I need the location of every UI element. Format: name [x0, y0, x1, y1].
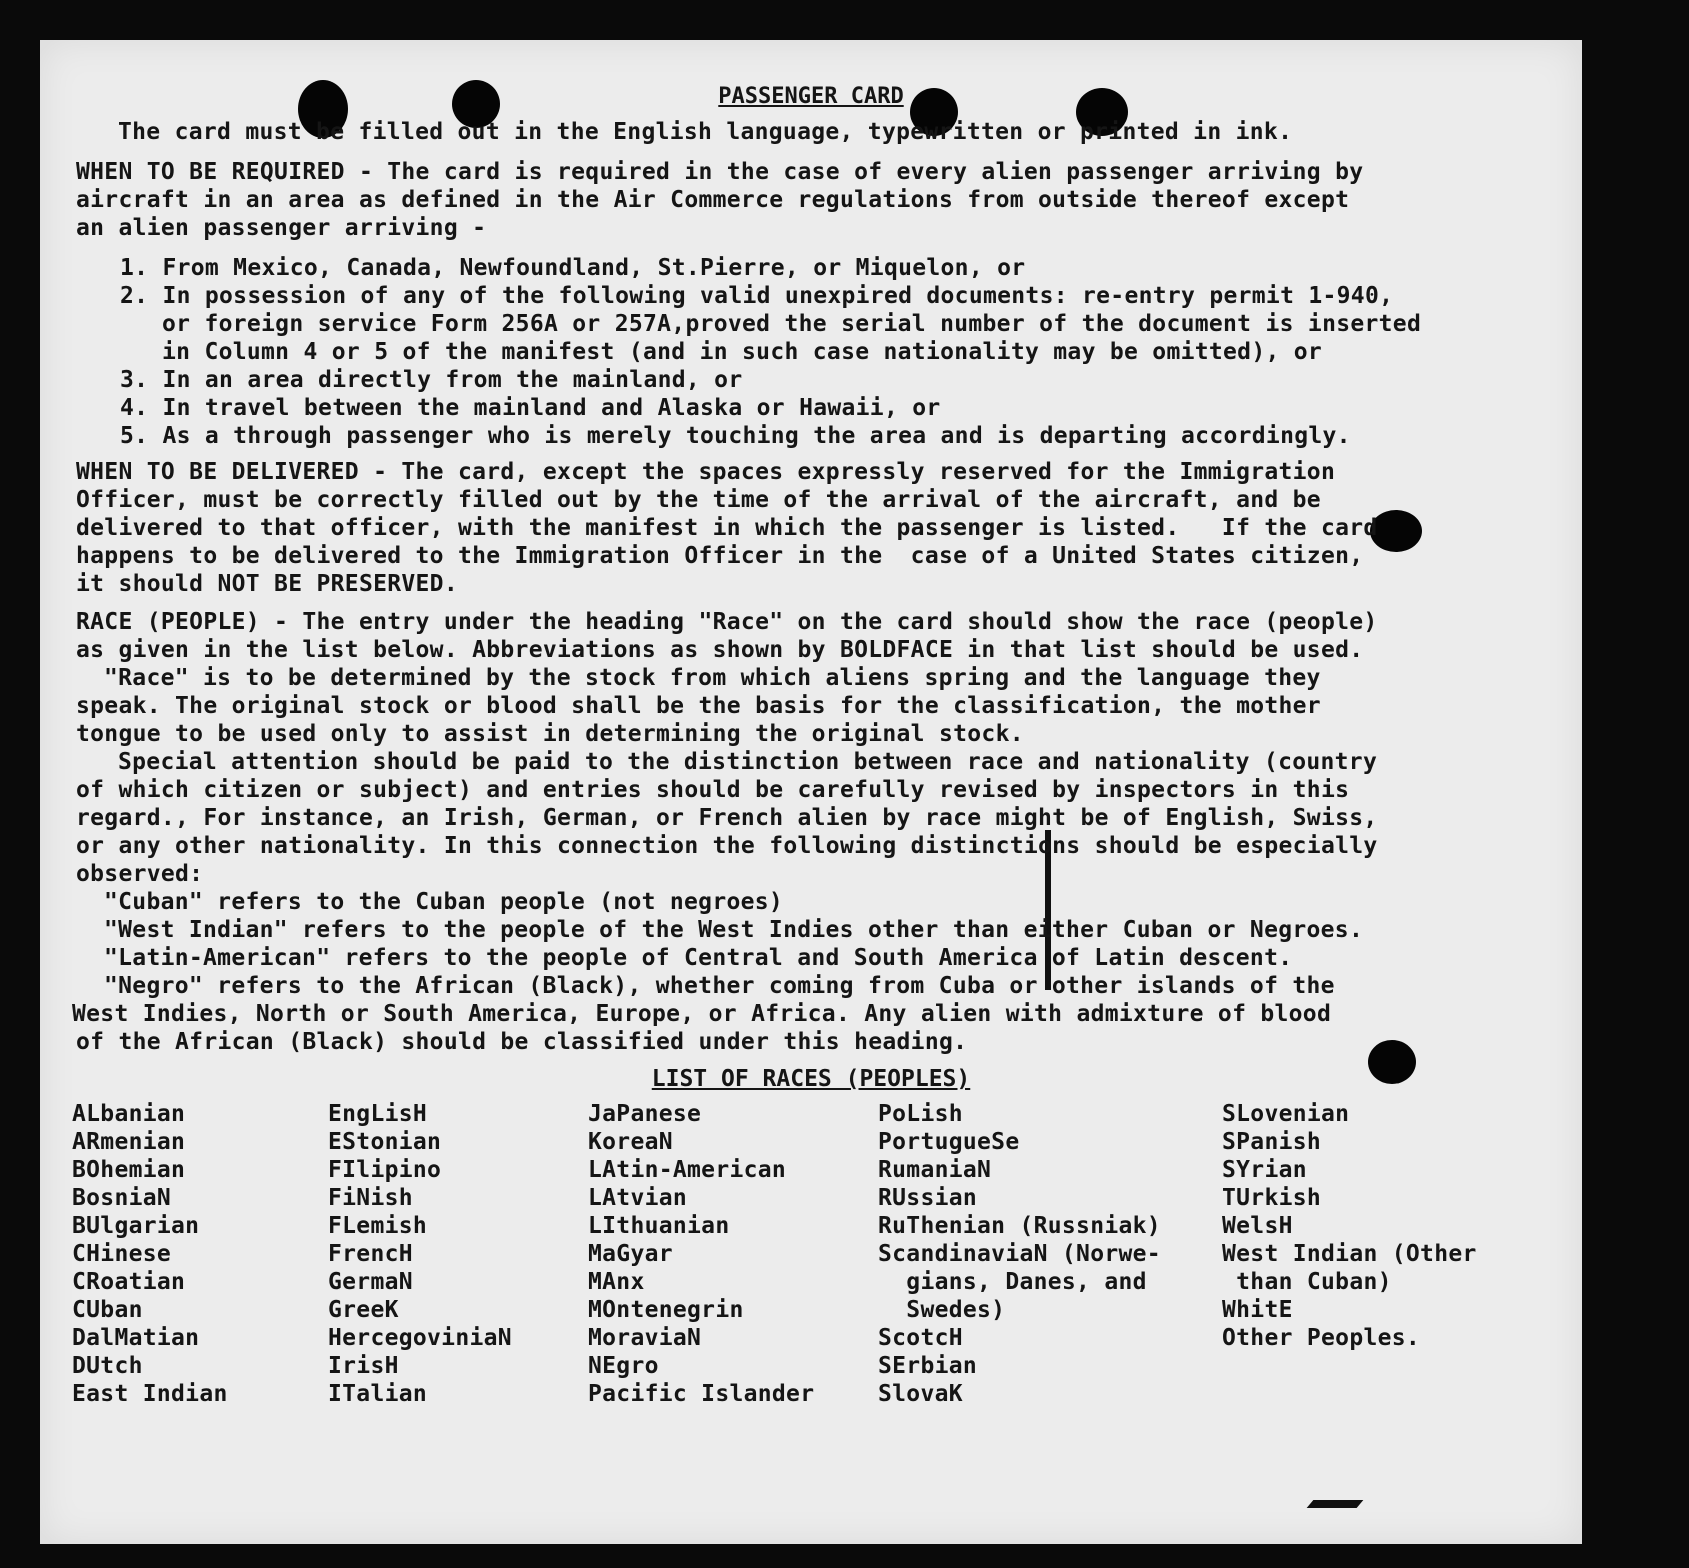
- delivered-line: WHEN TO BE DELIVERED - The card, except the spaces expressly reserved for the Immigration: [76, 459, 1336, 485]
- delivered-line: happens to be delivered to the Immigration Officer in the case of a United States citizen,: [76, 543, 1364, 569]
- race-entry: Swedes): [878, 1297, 1006, 1323]
- exception-item: 1. From Mexico, Canada, Newfoundland, St.Pierre, or Miquelon, or: [120, 255, 1026, 281]
- definition-line: "Cuban" refers to the Cuban people (not negroes): [104, 889, 784, 915]
- race-paragraph-line: observed:: [76, 861, 204, 887]
- race-entry: FLemish: [328, 1213, 428, 1239]
- race-paragraph-line: speak. The original stock or blood shall be the basis for the classification, the mother: [76, 693, 1321, 719]
- race-paragraph-line: as given in the list below. Abbreviations as shown by BOLDFACE in that list should be used.: [76, 637, 1364, 663]
- race-paragraph-line: regard., For instance, an Irish, German, or French alien by race might be of English, Swiss,: [76, 805, 1378, 831]
- race-paragraph-line: tongue to be used only to assist in determining the original stock.: [76, 721, 1024, 747]
- exception-item: or foreign service Form 256A or 257A,proved the serial number of the document is inserted: [162, 311, 1422, 337]
- corner-mark: [1307, 1500, 1364, 1508]
- race-entry: RUssian: [878, 1185, 978, 1211]
- race-entry: DalMatian: [72, 1325, 200, 1351]
- required-line: an alien passenger arriving -: [76, 215, 487, 241]
- passenger-card-sheet: [40, 40, 1582, 1544]
- race-paragraph-line: "Race" is to be determined by the stock from which aliens spring and the language they: [104, 665, 1321, 691]
- delivered-line: Officer, must be correctly filled out by the time of the arrival of the aircraft, and be: [76, 487, 1321, 513]
- definition-line: West Indies, North or South America, Europe, or Africa. Any alien with admixture of blood: [72, 1001, 1332, 1027]
- race-entry: SLovenian: [1222, 1101, 1350, 1127]
- race-entry: GermaN: [328, 1269, 413, 1295]
- exception-item: 2. In possession of any of the following valid unexpired documents: re-entry permit 1-940,: [120, 283, 1394, 309]
- race-entry: CHinese: [72, 1241, 172, 1267]
- race-entry: NEgro: [588, 1353, 659, 1379]
- race-paragraph-line: of which citizen or subject) and entries should be carefully revised by inspectors in this: [76, 777, 1350, 803]
- race-entry: BUlgarian: [72, 1213, 200, 1239]
- race-entry: SErbian: [878, 1353, 978, 1379]
- delivered-line: it should NOT BE PRESERVED.: [76, 571, 458, 597]
- race-entry: PortugueSe: [878, 1129, 1020, 1155]
- race-entry: FrencH: [328, 1241, 413, 1267]
- race-entry: CRoatian: [72, 1269, 186, 1295]
- race-entry: SYrian: [1222, 1157, 1307, 1183]
- race-entry: IrisH: [328, 1353, 399, 1379]
- race-entry: ALbanian: [72, 1101, 186, 1127]
- race-entry: GreeK: [328, 1297, 399, 1323]
- race-entry: MAnx: [588, 1269, 645, 1295]
- exception-item: 4. In travel between the mainland and Alaska or Hawaii, or: [120, 395, 941, 421]
- race-entry: SPanish: [1222, 1129, 1322, 1155]
- race-paragraph-line: RACE (PEOPLE) - The entry under the heading "Race" on the card should show the race (people): [76, 609, 1378, 635]
- race-entry: LAtvian: [588, 1185, 688, 1211]
- exception-item: 5. As a through passenger who is merely touching the area and is departing accordingly.: [120, 423, 1351, 449]
- race-entry: JaPanese: [588, 1101, 702, 1127]
- race-entry: MaGyar: [588, 1241, 673, 1267]
- race-entry: PoLish: [878, 1101, 963, 1127]
- definition-line: "West Indian" refers to the people of the West Indies other than either Cuban or Negroes.: [104, 917, 1364, 943]
- race-entry: RuThenian (Russniak): [878, 1213, 1161, 1239]
- race-entry: TUrkish: [1222, 1185, 1322, 1211]
- instruction-line: The card must be filled out in the English language, typewritten or printed in ink.: [118, 119, 1293, 145]
- race-entry: ARmenian: [72, 1129, 186, 1155]
- race-entry: MOntenegrin: [588, 1297, 744, 1323]
- definition-line: "Latin-American" refers to the people of Central and South America of Latin descent.: [104, 945, 1293, 971]
- race-entry: FiNish: [328, 1185, 413, 1211]
- race-entry: SlovaK: [878, 1381, 963, 1407]
- exception-item: 3. In an area directly from the mainland, or: [120, 367, 743, 393]
- race-entry: West Indian (Other: [1222, 1241, 1477, 1267]
- race-entry: EStonian: [328, 1129, 442, 1155]
- required-line: aircraft in an area as defined in the Air Commerce regulations from outside thereof except: [76, 187, 1350, 213]
- race-entry: ScotcH: [878, 1325, 963, 1351]
- race-entry: MoraviaN: [588, 1325, 702, 1351]
- race-paragraph-line: Special attention should be paid to the distinction between race and nationality (country: [118, 749, 1378, 775]
- race-entry: ITalian: [328, 1381, 428, 1407]
- race-entry: Other Peoples.: [1222, 1325, 1421, 1351]
- definition-line: "Negro" refers to the African (Black), whether coming from Cuba or other islands of the: [104, 973, 1335, 999]
- punch-hole: [1370, 510, 1422, 552]
- race-entry: HercegoviniaN: [328, 1325, 512, 1351]
- race-paragraph-line: or any other nationality. In this connection the following distinctions should be especially: [76, 833, 1378, 859]
- races-column-5: [1222, 1100, 1477, 1352]
- race-entry: WhitE: [1222, 1297, 1293, 1323]
- page-title: PASSENGER CARD: [718, 84, 904, 109]
- race-entry: CUban: [72, 1297, 143, 1323]
- race-entry: EngLisH: [328, 1101, 428, 1127]
- races-column-1: [72, 1100, 228, 1408]
- races-column-3: [588, 1100, 814, 1408]
- required-line: WHEN TO BE REQUIRED - The card is required in the case of every alien passenger arriving by: [76, 159, 1364, 185]
- race-entry: Pacific Islander: [588, 1381, 815, 1407]
- race-entry: East Indian: [72, 1381, 228, 1407]
- race-entry: DUtch: [72, 1353, 143, 1379]
- race-entry: BOhemian: [72, 1157, 186, 1183]
- race-entry: LIthuanian: [588, 1213, 730, 1239]
- race-entry: KoreaN: [588, 1129, 673, 1155]
- race-entry: than Cuban): [1222, 1269, 1392, 1295]
- race-entry: ScandinaviaN (Norwe-: [878, 1241, 1161, 1267]
- races-column-4: [878, 1100, 1161, 1408]
- race-entry: WelsH: [1222, 1213, 1293, 1239]
- exception-item: in Column 4 or 5 of the manifest (and in such case nationality may be omitted), or: [162, 339, 1323, 365]
- list-of-races-heading: LIST OF RACES (PEOPLES): [651, 1066, 971, 1092]
- delivered-line: delivered to that officer, with the manifest in which the passenger is listed. If the card: [76, 515, 1378, 541]
- race-entry: BosniaN: [72, 1185, 172, 1211]
- races-column-2: [328, 1100, 512, 1408]
- race-entry: LAtin-American: [588, 1157, 787, 1183]
- race-entry: RumaniaN: [878, 1157, 992, 1183]
- race-entry: gians, Danes, and: [878, 1269, 1147, 1295]
- definition-line: of the African (Black) should be classified under this heading.: [76, 1029, 968, 1055]
- race-entry: FIlipino: [328, 1157, 442, 1183]
